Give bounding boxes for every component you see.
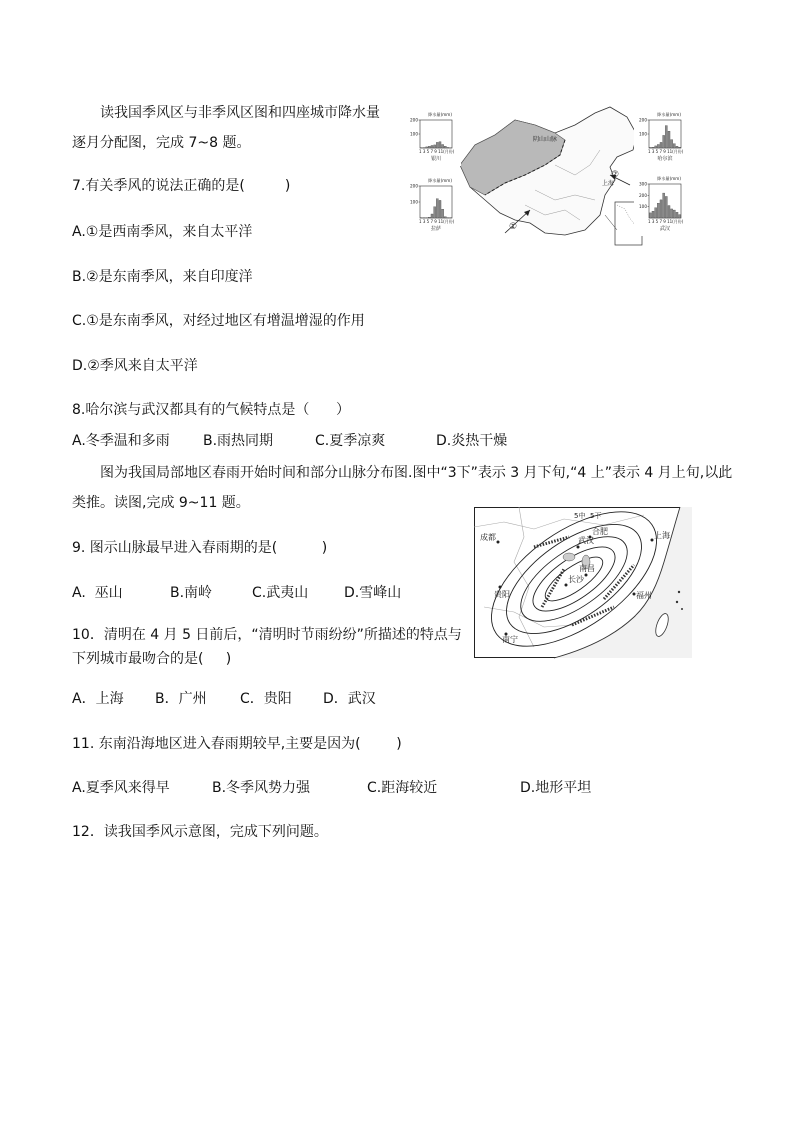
x-axis-label: 1 3 5 7 9 11(月份) — [419, 149, 455, 154]
precip-bar — [426, 147, 428, 148]
precip-bar — [679, 215, 681, 218]
precip-bar — [428, 146, 430, 148]
y-tick-label: 100 — [639, 204, 647, 210]
monsoon-1-label: ① — [509, 222, 518, 232]
chart-city-label: 拉萨 — [430, 226, 442, 232]
monsoon-2-label: ② — [611, 170, 620, 180]
q11-option-b: B.冬季风势力强 — [212, 780, 311, 796]
precip-bar — [676, 212, 678, 218]
q7-option-b: B.②是东南季风，来自印度洋 — [72, 269, 253, 285]
chart-city-label: 银川 — [430, 156, 442, 162]
q7-stem: 7.有关季风的说法正确的是( ) — [72, 178, 291, 194]
q12-stem: 12．读我国季风示意图，完成下列问题。 — [72, 824, 328, 840]
x-axis-label: 1 3 5 7 9 11(月份) — [648, 219, 684, 224]
precip-bar — [676, 146, 678, 148]
y-tick-label: 200 — [639, 117, 647, 123]
y-tick-label: 300 — [639, 181, 647, 187]
precip-bar — [434, 145, 436, 148]
lake — [563, 553, 575, 561]
precip-bar — [663, 135, 665, 148]
q10-option-d: D．武汉 — [323, 691, 376, 707]
q10-option-b: B．广州 — [155, 691, 207, 707]
precip-bar — [655, 208, 657, 218]
yinchuan-precip-chart — [405, 108, 461, 166]
precip-bar — [434, 207, 436, 218]
yinshan-label: 阴山山脉 — [533, 136, 558, 143]
q10-line2: 下列城市最吻合的是( ) — [72, 651, 232, 667]
city-dot — [499, 586, 502, 589]
precip-bar — [652, 147, 654, 148]
y-tick-label: 200 — [639, 192, 647, 198]
q9-option-c: C.武夷山 — [252, 585, 309, 601]
precip-bar — [442, 145, 444, 149]
spring-rain-map — [474, 507, 692, 658]
precip-bar — [665, 196, 667, 218]
precip-bar — [442, 209, 444, 218]
q11-option-c: C.距海较近 — [367, 780, 438, 796]
intro1-line2: 逐月分配图，完成 7~8 题。 — [72, 135, 251, 151]
q10-line1: 10．清明在 4 月 5 日前后，“清明时节雨纷纷”所描述的特点与 — [72, 627, 462, 643]
precip-bar — [439, 142, 441, 148]
city-dot — [497, 541, 500, 544]
chart-city-label: 武汉 — [659, 226, 671, 232]
y-tick-label: 100 — [639, 131, 647, 137]
chart-city-label: 哈尔滨 — [657, 156, 673, 162]
precip-bar — [657, 145, 659, 149]
precip-bar — [447, 147, 449, 148]
wuhan-precip-chart — [634, 172, 690, 236]
q7-option-c: C.①是东南季风，对经过地区有增温增湿的作用 — [72, 313, 365, 329]
shanghai-label: 上海 — [602, 180, 615, 187]
x-axis-label: 1 3 5 7 9 11(月份) — [419, 219, 455, 224]
q9-option-d: D.雪峰山 — [344, 585, 402, 601]
q10-option-a: A．上海 — [72, 691, 124, 707]
q7-option-d: D.②季风来自太平洋 — [72, 358, 198, 374]
q7-option-a: A.①是西南季风，来自太平洋 — [72, 224, 253, 240]
chart-unit-label: 降水量(mm) — [428, 112, 452, 117]
precip-bar — [671, 209, 673, 218]
q8-option-a: A.冬季温和多雨 — [72, 433, 170, 449]
precip-bar — [673, 144, 675, 148]
precip-bar — [673, 210, 675, 218]
precip-bar — [660, 200, 662, 218]
island — [681, 608, 683, 610]
precip-bar — [436, 199, 438, 218]
nanning-label: 南宁 — [502, 635, 518, 644]
chart-unit-label: 降水量(mm) — [657, 176, 681, 181]
q8-option-c: C.夏季凉爽 — [315, 433, 386, 449]
nanchang-label: 南昌 — [579, 564, 595, 573]
precip-bar — [649, 147, 651, 148]
q8-stem: 8.哈尔滨与武汉都具有的气候特点是（ ） — [72, 402, 351, 418]
isoline-label-5xia: 5下 — [590, 512, 602, 520]
lhasa-precip-chart — [405, 174, 461, 236]
x-axis-label: 1 3 5 7 9 11(月份) — [648, 149, 684, 154]
shanghai-label: 上海 — [654, 531, 670, 540]
wuhan-label: 武汉 — [578, 536, 594, 545]
q11-option-a: A.夏季风来得早 — [72, 780, 170, 796]
precip-bar — [657, 203, 659, 218]
precip-bar — [663, 193, 665, 218]
precip-bar — [431, 214, 433, 218]
precip-bar — [671, 140, 673, 148]
chart-unit-label: 降水量(mm) — [428, 178, 452, 183]
isoline-label-5zhong: 5中 — [574, 512, 586, 520]
precip-bar — [444, 217, 446, 218]
guiyang-label: 贵阳 — [494, 590, 510, 599]
q9-option-a: A. 巫山 — [72, 585, 123, 601]
city-dot — [585, 574, 588, 577]
intro1-line1: 读我国季风区与非季风区图和四座城市降水量 — [100, 105, 380, 121]
precip-bar — [649, 213, 651, 218]
hefei-label: 合肥 — [592, 527, 608, 536]
q11-option-d: D.地形平坦 — [520, 780, 592, 796]
chengdu-label: 成都 — [480, 533, 496, 542]
y-tick-label: 200 — [410, 183, 418, 189]
island — [678, 591, 680, 593]
precip-bar — [428, 217, 430, 218]
precip-bar — [665, 126, 667, 148]
harbin-precip-chart — [634, 108, 690, 166]
q8-option-b: B.雨热同期 — [203, 433, 274, 449]
precip-bar — [652, 211, 654, 218]
intro2-line1: 图为我国局部地区春雨开始时间和部分山脉分布图.图中“3下”表示 3 月下旬,“4 上”表示 4 月上旬,以此 — [100, 465, 733, 481]
changsha-label: 长沙 — [568, 575, 584, 584]
precip-bar — [668, 206, 670, 218]
q11-stem: 11. 东南沿海地区进入春雨期较早,主要是因为( ) — [72, 736, 402, 752]
intro2-line2: 类推。读图,完成 9~11 题。 — [72, 495, 250, 511]
island — [676, 601, 678, 603]
chart-unit-label: 降水量(mm) — [657, 112, 681, 117]
q9-stem: 9. 图示山脉最早进入春雨期的是( ) — [72, 540, 328, 556]
precip-bar — [431, 145, 433, 148]
q10-option-c: C．贵阳 — [240, 691, 292, 707]
y-tick-label: 100 — [410, 131, 418, 137]
precip-bar — [439, 200, 441, 218]
q8-option-d: D.炎热干燥 — [436, 433, 508, 449]
precip-bar — [655, 146, 657, 148]
precip-bar — [668, 131, 670, 148]
precip-bar — [436, 142, 438, 148]
precip-bar — [679, 147, 681, 148]
q9-option-b: B.南岭 — [170, 585, 213, 601]
city-dot — [577, 546, 580, 549]
y-tick-label: 100 — [410, 199, 418, 205]
y-tick-label: 200 — [410, 117, 418, 123]
precip-bar — [660, 142, 662, 148]
fuzhou-label: 福州 — [636, 591, 652, 600]
precip-bar — [444, 146, 446, 148]
